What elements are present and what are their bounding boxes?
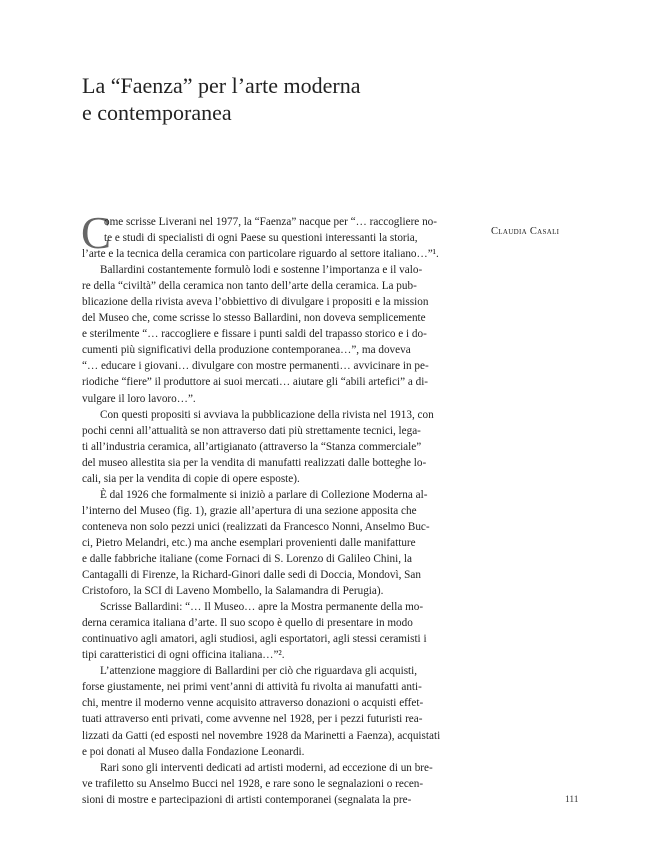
text-line: cali, sia per la vendita di copie di opere esposte). — [82, 472, 300, 485]
text-line: derna ceramica italiana d’arte. Il suo scopo è quello di presentare in modo — [82, 617, 413, 630]
text-line: blicazione della rivista aveva l’obbiettivo di divulgare i propositi e la mission — [82, 296, 429, 309]
text-line: conteneva non solo pezzi unici (realizzati da Francesco Nonni, Anselmo Buc- — [82, 520, 430, 533]
text-line: Ballardini costantemente formulò lodi e sostenne l’importanza e il valo- — [100, 264, 423, 277]
chapter-title — [82, 72, 502, 126]
text-line: te e studi di specialisti di ogni Paese su questioni interessanti la storia, — [104, 232, 418, 245]
text-line: “… educare i giovani… divulgare con mostre permanenti… avvicinare in pe- — [82, 360, 429, 373]
text-line: Cristoforo, la SCI di Laveno Mombello, la Salamandra di Perugia). — [82, 585, 384, 598]
text-line: Rari sono gli interventi dedicati ad artisti moderni, ad eccezione di un bre- — [100, 761, 433, 774]
page-number: 111 — [565, 795, 579, 805]
chapter-title-line-2: e contemporanea — [82, 100, 232, 125]
text-line: ve trafiletto su Anselmo Bucci nel 1928, e rare sono le segnalazioni o recen- — [82, 777, 424, 790]
text-line: Con questi propositi si avviava la pubblicazione della rivista nel 1913, con — [100, 408, 434, 421]
text-line: riodiche “fiere” il produttore ai suoi mercati… aiutare gli “abili artefici” a di- — [82, 376, 429, 389]
text-line: ome scrisse Liverani nel 1977, la “Faenza” nacque per “… raccogliere no- — [104, 216, 437, 228]
drop-cap-letter: C — [81, 208, 112, 258]
chapter-title-line-1: La “Faenza” per l’arte moderna — [82, 73, 361, 98]
text-line: ci, Pietro Melandri, etc.) ma anche esemplari provenienti dalle manifatture — [82, 536, 416, 549]
text-line: e dalle fabbriche italiane (come Fornaci di S. Lorenzo di Galileo Chini, la — [82, 552, 412, 565]
text-line: È dal 1926 che formalmente si iniziò a parlare di Collezione Moderna al- — [100, 488, 428, 501]
text-line: e poi donati al Museo dalla Fondazione Leonardi. — [82, 745, 305, 758]
text-line: forse giustamente, nei primi vent’anni di attività fu rivolta ai manufatti anti- — [82, 681, 422, 694]
text-line: e sterilmente “… raccogliere e fissare i punti saldi del trapasso storico e i do- — [82, 328, 427, 341]
text-line: ti all’industria ceramica, all’artigianato (attraverso la “Stanza commerciale” — [82, 440, 422, 453]
text-line: pochi cenni all’attualità se non attraverso dati più strettamente tecnici, lega- — [82, 424, 421, 437]
text-line: Cantagalli di Firenze, la Richard-Ginori dalle sedi di Doccia, Mondovì, San — [82, 569, 421, 582]
text-line: lizzati da Gatti (ed esposti nel novembre 1928 da Marinetti a Faenza), acquistati — [82, 729, 441, 742]
text-line: continuativo agli amatori, agli studiosi, agli esportatori, agli stessi ceramisti i — [82, 633, 427, 646]
text-line: tipi caratteristici di ogni officina italiana…”². — [82, 649, 285, 662]
text-line: tuati attraverso enti privati, come avvenne nel 1928, per i pezzi futuristi rea- — [82, 713, 423, 726]
text-line: cumenti più significativi della produzione contemporanea…”, ma doveva — [82, 344, 411, 357]
text-line: del Museo che, come scrisse lo stesso Ballardini, non doveva semplicemente — [82, 312, 426, 325]
text-line: Scrisse Ballardini: “… Il Museo… apre la Mostra permanente della mo- — [100, 601, 424, 614]
text-line: l’arte e la tecnica della ceramica con particolare riguardo al settore italiano…”¹. — [82, 248, 439, 261]
text-line: l’interno del Museo (fig. 1), grazie all’apertura di una sezione apposita che — [82, 504, 417, 517]
text-line: re della “civiltà” della ceramica non tanto dell’arte della ceramica. La pub- — [82, 280, 417, 293]
author-name: Claudia Casali — [491, 226, 560, 237]
body-text — [82, 214, 474, 808]
text-line: vulgare il loro lavoro…”. — [82, 392, 196, 405]
text-line: chi, mentre il moderno venne acquisito attraverso donazioni o acquisti effet- — [82, 697, 424, 710]
text-line: sioni di mostre e partecipazioni di artisti contemporanei (segnalata la pre- — [82, 793, 412, 806]
text-line: del museo allestita sia per la vendita di manufatti realizzati dalle botteghe lo- — [82, 456, 427, 469]
text-line: L’attenzione maggiore di Ballardini per ciò che riguardava gli acquisti, — [100, 665, 418, 678]
